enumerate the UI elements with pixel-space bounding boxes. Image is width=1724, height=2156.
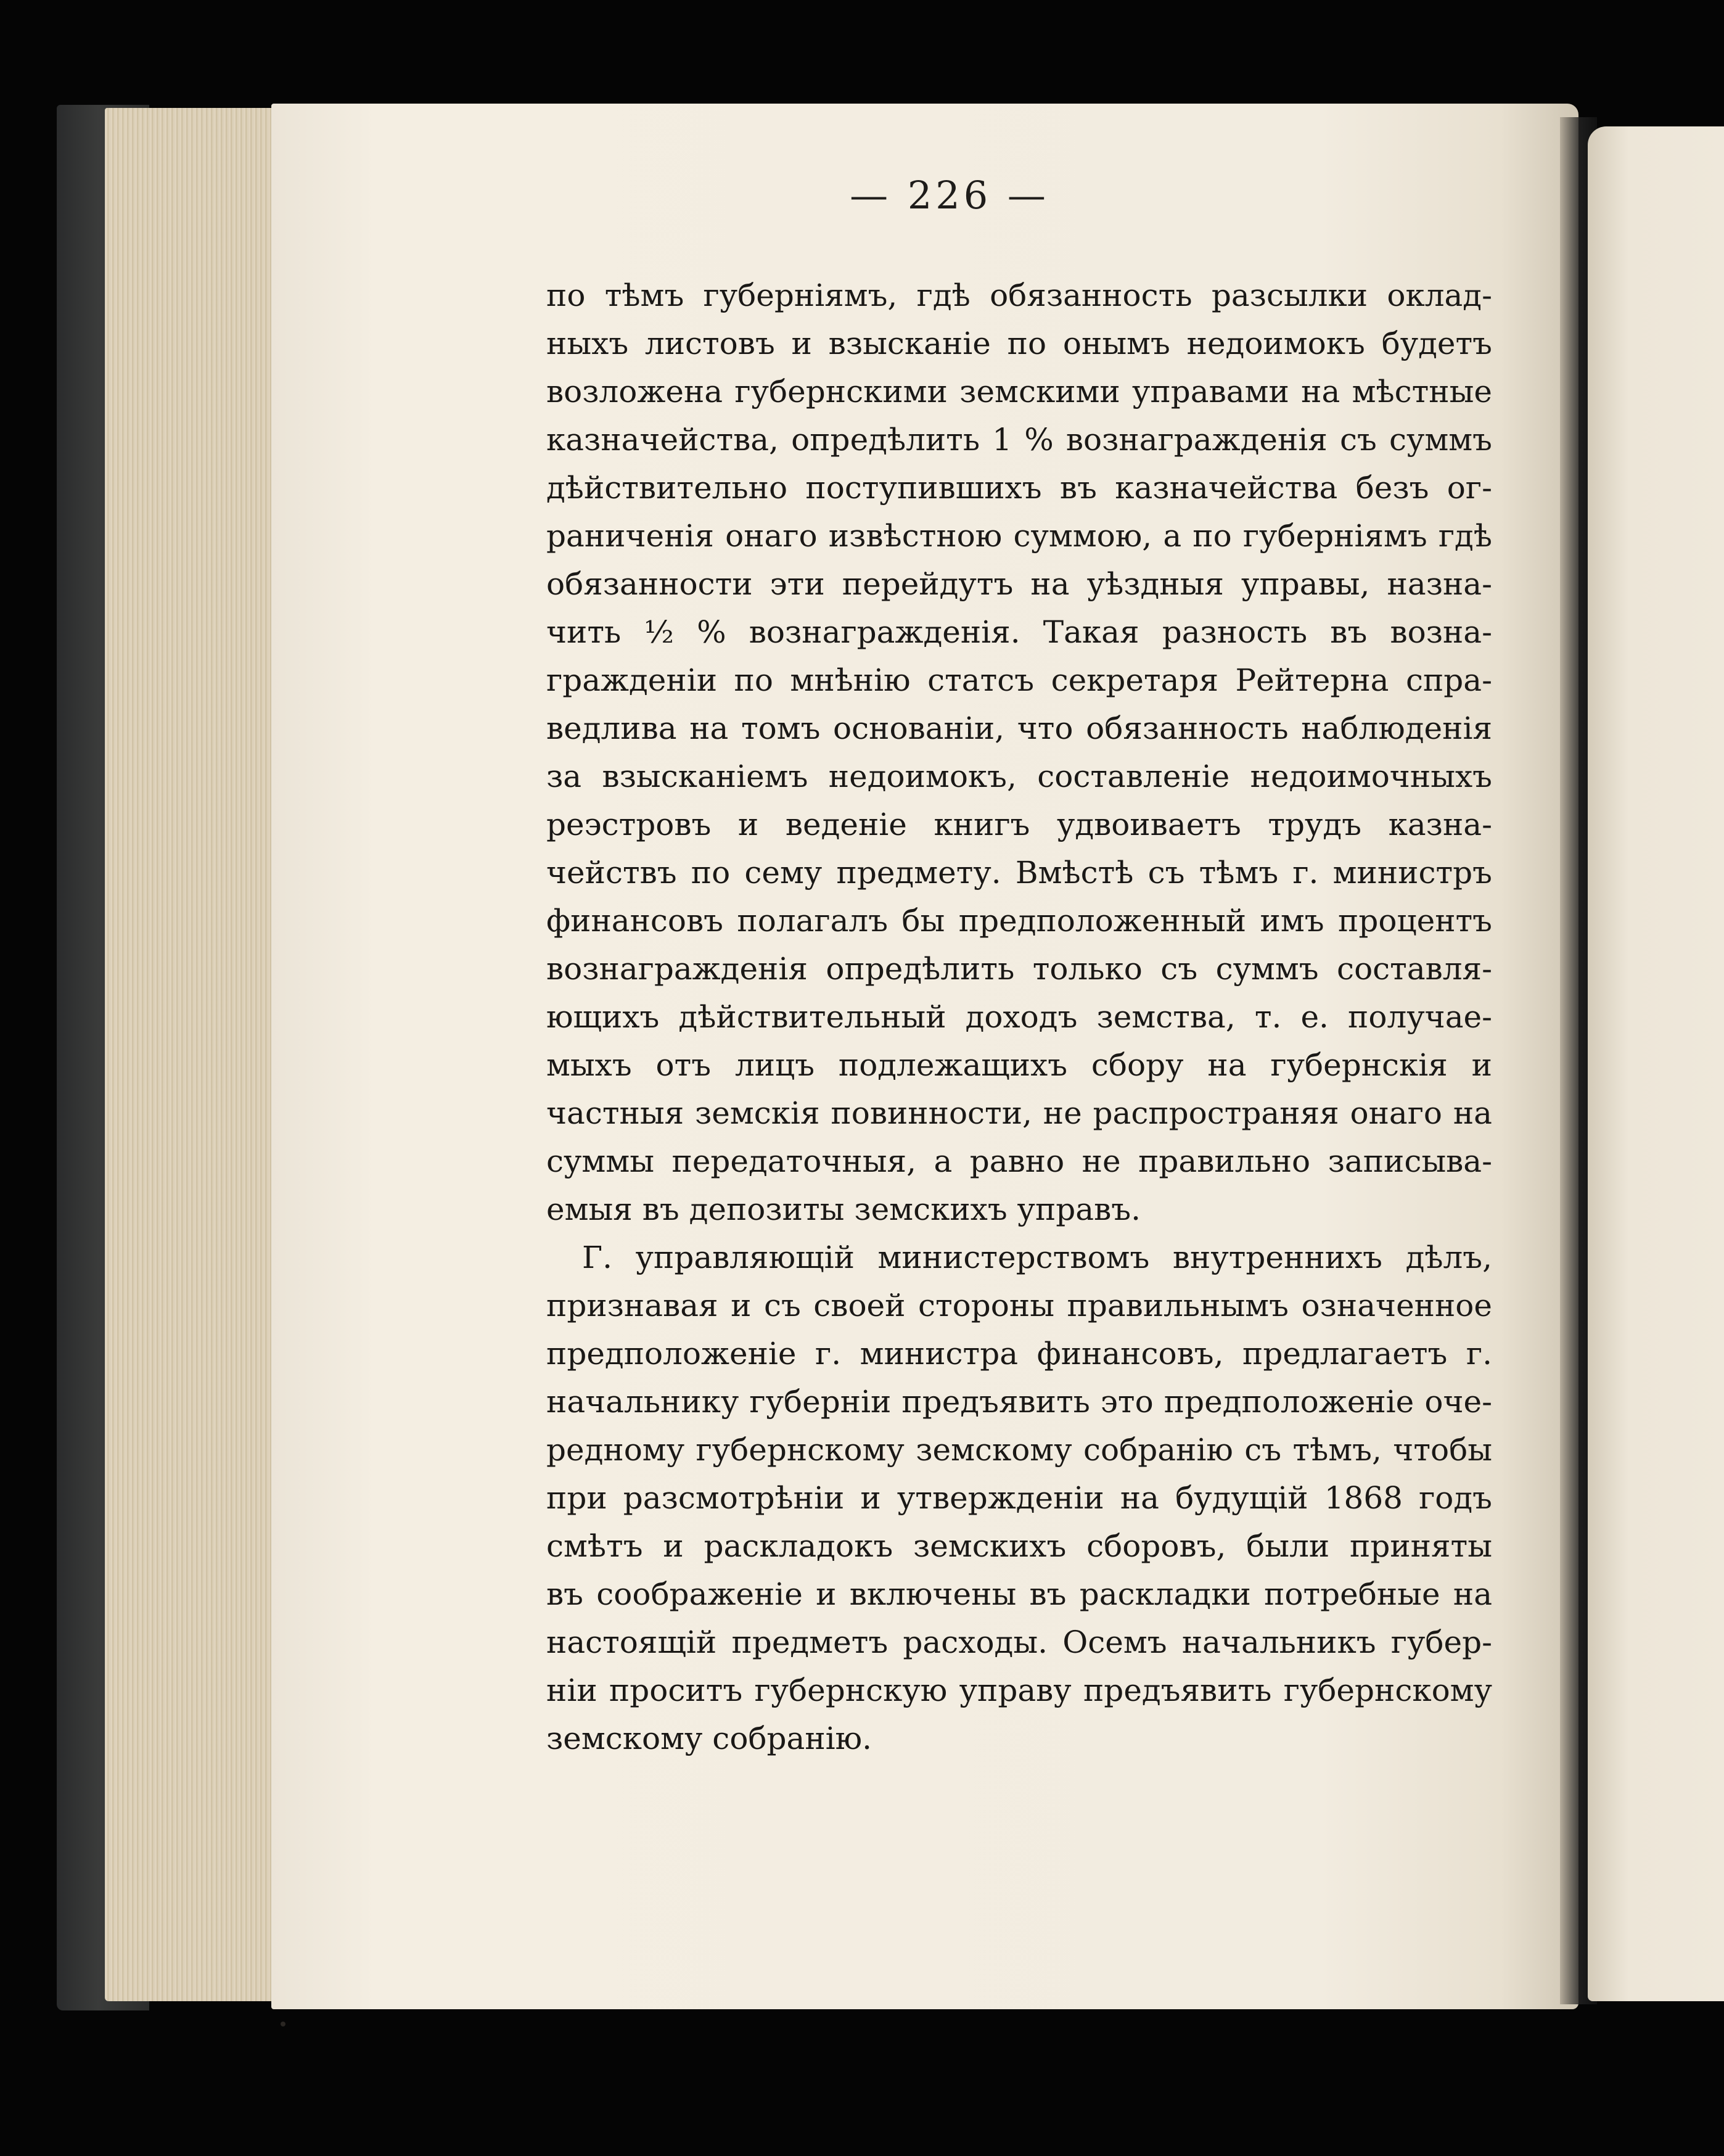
text-line: суммы передаточныя, а равно не правильно записыва- [546, 1143, 1492, 1179]
text-line: по тѣмъ губерніямъ, гдѣ обязанность разсылки оклад- [546, 278, 1492, 313]
text-line: ніи проситъ губернскую управу предъявить губернскому [546, 1673, 1492, 1708]
text-line: ведлива на томъ основаніи, что обязанность наблюденія [546, 710, 1492, 746]
text-line: признавая и съ своей стороны правильнымъ означенное [546, 1288, 1492, 1323]
text-line: редному губернскому земскому собранію съ тѣмъ, чтобы [546, 1432, 1492, 1468]
text-line: начальнику губерніи предъявить это предположеніе оче- [546, 1384, 1492, 1420]
text-line: емыя въ депозиты земскихъ управъ. [546, 1191, 1141, 1227]
text-line: ныхъ листовъ и взысканіе по онымъ недоимокъ будетъ [546, 326, 1492, 361]
text-line: гражденіи по мнѣнію статсъ секретаря Рейтерна спра- [546, 662, 1492, 698]
text-line: дѣйствительно поступившихъ въ казначейства безъ ог- [546, 470, 1492, 506]
text-line: обязанности эти перейдутъ на уѣздныя управы, назна- [546, 566, 1492, 602]
text-line: частныя земскія повинности, не распространяя онаго на [546, 1095, 1492, 1131]
text-line: земскому собранію. [546, 1721, 872, 1756]
text-line: мыхъ отъ лицъ подлежащихъ сбору на губернскія и [546, 1047, 1492, 1083]
text-line: въ соображеніе и включены въ раскладки потребные на [546, 1576, 1492, 1612]
page-body-text [546, 271, 1492, 1763]
text-line: ющихъ дѣйствительный доходъ земства, т. е. получае- [546, 999, 1492, 1035]
text-line: смѣтъ и раскладокъ земскихъ сборовъ, были приняты [546, 1528, 1492, 1564]
page-edges [105, 108, 290, 2001]
facing-page-edge [1588, 126, 1724, 2001]
text-line: чить ½ % вознагражденія. Такая разность въ возна- [546, 614, 1492, 650]
text-line: казначейства, опредѣлить 1 % вознагражденія съ суммъ [546, 422, 1492, 458]
text-line: реэстровъ и веденіе книгъ удвоиваетъ трудъ казна- [546, 807, 1492, 842]
ink-speck [281, 2022, 285, 2026]
text-line: настоящій предметъ расходы. Осемъ начальникъ губер- [546, 1624, 1492, 1660]
text-line: предположеніе г. министра финансовъ, предлагаетъ г. [546, 1336, 1492, 1372]
page-number: — 226 — [850, 173, 1049, 218]
text-line: при разсмотрѣніи и утвержденіи на будущій 1868 годъ [546, 1480, 1492, 1516]
text-line: вознагражденія опредѣлить только съ суммъ составля- [546, 951, 1492, 987]
text-line: раниченія онаго извѣстною суммою, а по губерніямъ гдѣ [546, 518, 1492, 554]
text-line: Г. управляющій министерствомъ внутреннихъ дѣлъ, [582, 1240, 1492, 1275]
text-line: возложена губернскими земскими управами на мѣстные [546, 374, 1492, 409]
text-line: чействъ по сему предмету. Вмѣстѣ съ тѣмъ г. министръ [546, 855, 1492, 891]
text-line: финансовъ полагалъ бы предположенный имъ процентъ [546, 903, 1492, 939]
text-line: за взысканіемъ недоимокъ, составленіе недоимочныхъ [546, 759, 1492, 794]
